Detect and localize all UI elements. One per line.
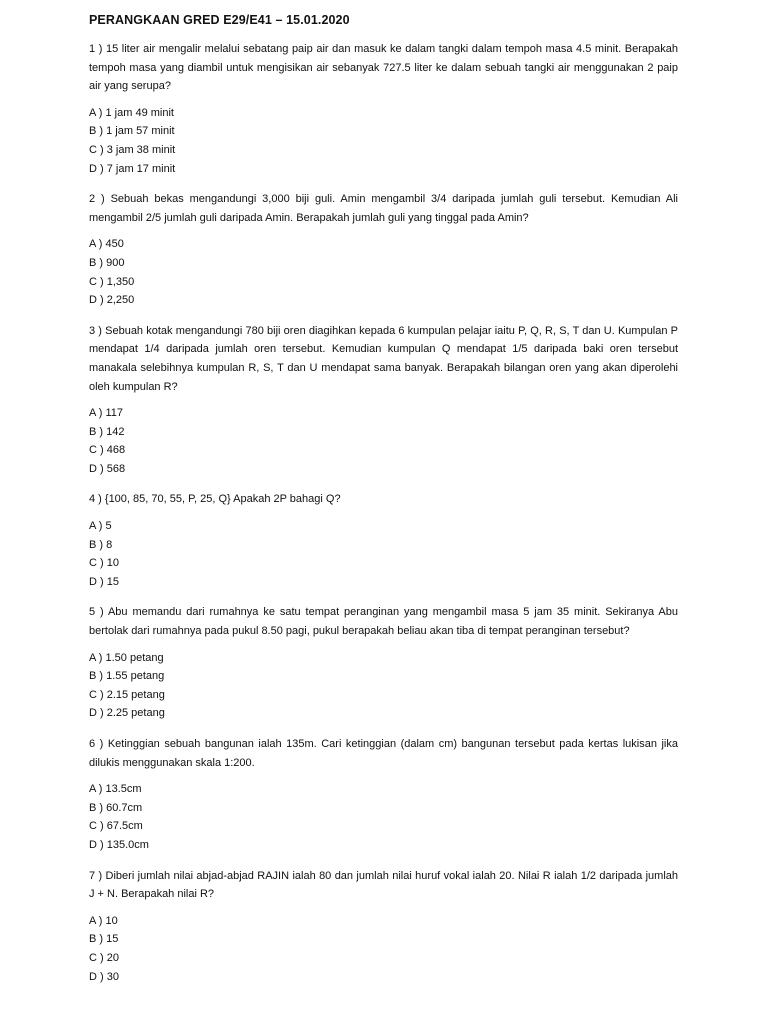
- option-d: D ) 30: [89, 970, 119, 983]
- document-title: PERANGKAAN GRED E29/E41 – 15.01.2020: [89, 13, 350, 27]
- option-b: B ) 1 jam 57 minit: [89, 125, 175, 138]
- option-d: D ) 2,250: [89, 294, 135, 307]
- answer-options: [89, 517, 678, 591]
- answer-options: [89, 235, 678, 309]
- question-stem: 1 ) 15 liter air mengalir melalui sebatang paip air dan masuk ke dalam tangki dalam tempoh masa 4.5 minit. Berapakah tempoh masa yang diambil untuk mengisikan air sebanyak 727.5 liter ke dalam sebuah tangki air menggunakan 2 paip air yang serupa?: [89, 43, 678, 93]
- question-stem: 6 ) Ketinggian sebuah bangunan ialah 135m. Cari ketinggian (dalam cm) bangunan tersebut pada kertas lukisan jika dilukis menggunakan skala 1:200.: [89, 738, 678, 769]
- option-b: B ) 900: [89, 256, 125, 269]
- question-stem: 7 ) Diberi jumlah nilai abjad-abjad RAJIN ialah 80 dan jumlah nilai huruf vokal ialah 20. Nilai R ialah 1/2 daripada jumlah J + N. Berapakah nilai R?: [89, 869, 678, 901]
- option-a: A ) 1 jam 49 minit: [89, 106, 174, 119]
- question-3: [89, 322, 678, 479]
- document-page: [89, 12, 678, 998]
- option-a: A ) 13.5cm: [89, 783, 142, 796]
- option-d: D ) 135.0cm: [89, 838, 149, 851]
- answer-options: [89, 404, 678, 478]
- answer-options: [89, 780, 678, 854]
- option-b: B ) 1.55 petang: [89, 670, 165, 683]
- option-c: C ) 10: [89, 557, 119, 570]
- answer-options: [89, 649, 678, 723]
- option-c: C ) 1,350: [89, 275, 135, 288]
- question-stem: 2 ) Sebuah bekas mengandungi 3,000 biji guli. Amin mengambil 3/4 daripada jumlah guli tersebut. Kemudian Ali mengambil 2/5 jumlah guli daripada Amin. Berapakah jumlah guli yang tinggal pada Amin?: [89, 193, 678, 224]
- answer-options: [89, 104, 678, 178]
- option-c: C ) 20: [89, 951, 119, 964]
- option-d: D ) 2.25 petang: [89, 707, 165, 720]
- question-6: [89, 735, 678, 855]
- answer-options: [89, 912, 678, 986]
- question-7: [89, 867, 678, 987]
- question-stem: 5 ) Abu memandu dari rumahnya ke satu tempat peranginan yang mengambil masa 5 jam 35 minit. Sekiranya Abu bertolak dari rumahnya pada pukul 8.50 pagi, pukul berapakah beliau akan tiba di tempat peranginan tersebut?: [89, 606, 678, 638]
- option-a: A ) 10: [89, 914, 118, 927]
- question-4: [89, 490, 678, 591]
- question-stem: 3 ) Sebuah kotak mengandungi 780 biji oren diagihkan kepada 6 kumpulan pelajar iaitu P, Q, R, S, T dan U. Kumpulan P mendapat 1/4 daripada jumlah oren tersebut. Kemudian kumpulan Q mendapat 1/5 daripada baki oren tersebut manakala selebihnya kumpulan R, S, T dan U mendapat sama banyak. Berapakah bilangan oren yang akan diperolehi oleh kumpulan R?: [89, 324, 678, 393]
- option-c: C ) 3 jam 38 minit: [89, 143, 176, 156]
- option-b: B ) 60.7cm: [89, 801, 143, 814]
- option-d: D ) 15: [89, 575, 119, 588]
- option-c: C ) 468: [89, 444, 126, 457]
- option-c: C ) 67.5cm: [89, 820, 143, 833]
- option-d: D ) 568: [89, 462, 126, 475]
- option-a: A ) 450: [89, 238, 124, 251]
- question-1: [89, 40, 678, 178]
- option-b: B ) 8: [89, 538, 113, 551]
- option-d: D ) 7 jam 17 minit: [89, 162, 176, 175]
- option-a: A ) 5: [89, 520, 112, 533]
- question-5: [89, 603, 678, 723]
- question-2: [89, 190, 678, 310]
- option-b: B ) 142: [89, 425, 125, 438]
- option-b: B ) 15: [89, 933, 119, 946]
- option-c: C ) 2.15 petang: [89, 688, 165, 701]
- option-a: A ) 117: [89, 407, 124, 420]
- option-a: A ) 1.50 petang: [89, 651, 164, 664]
- question-stem: 4 ) {100, 85, 70, 55, P, 25, Q} Apakah 2P bahagi Q?: [89, 493, 341, 506]
